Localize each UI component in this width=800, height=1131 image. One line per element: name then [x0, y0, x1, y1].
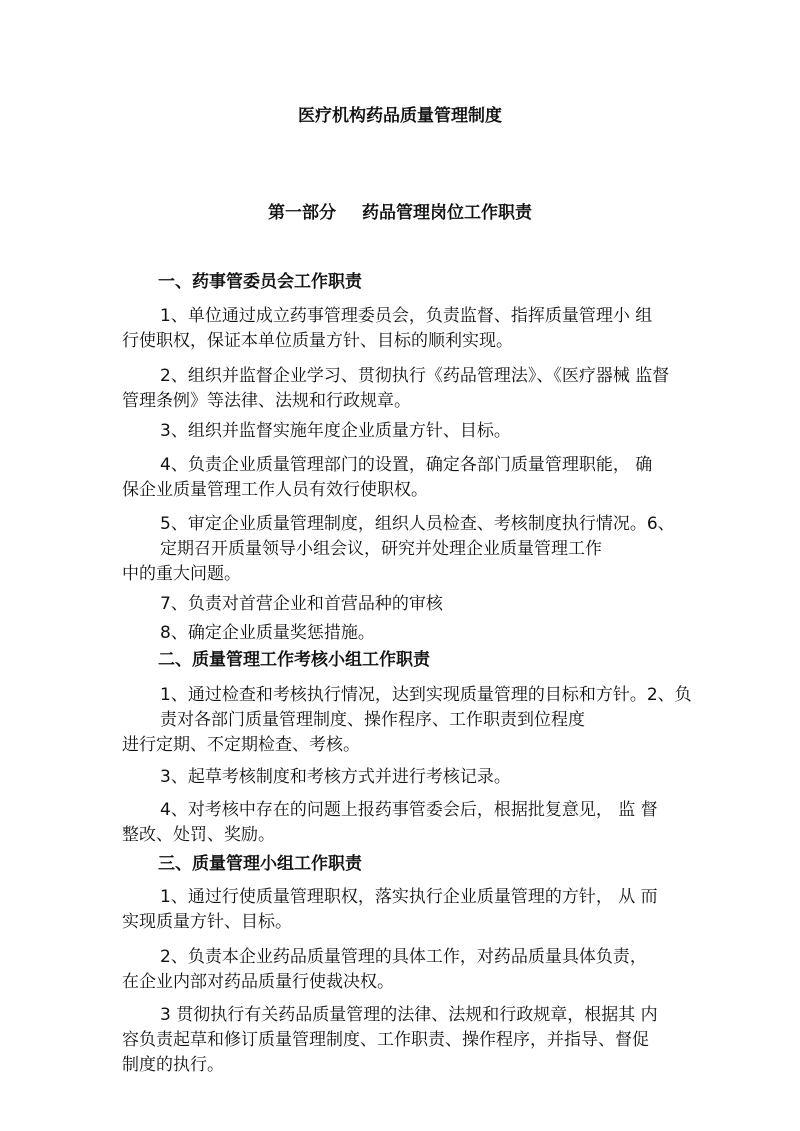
- section-heading-1: 一、药事管委员会工作职责: [158, 272, 362, 292]
- paragraph-line: 8、确定企业质量奖惩措施。: [160, 623, 375, 643]
- paragraph-line: 5、审定企业质量管理制度，组织人员检查、考核制度执行情况。6、: [160, 514, 675, 534]
- paragraph: [122, 945, 682, 995]
- paragraph: [122, 798, 682, 848]
- section-heading-2: 二、质量管理工作考核小组工作职责: [158, 650, 430, 670]
- paragraph-line: 2、组织并监督企业学习、贯彻执行《药品管理法》、《医疗器械 监督: [160, 366, 670, 386]
- paragraph-line: 7、负责对首营企业和首营品种的审核: [160, 594, 443, 614]
- paragraph-line: 定期召开质量领导小组会议，研究并处理企业质量管理工作: [160, 539, 602, 559]
- paragraph-line: 3、起草考核制度和考核方式并进行考核记录。: [160, 767, 511, 787]
- paragraph: [122, 419, 682, 444]
- paragraph: [122, 885, 682, 935]
- paragraph-line: 3、组织并监督实施年度企业质量方针、目标。: [160, 421, 511, 441]
- paragraph: [122, 453, 682, 503]
- paragraph-line: 1、通过行使质量管理职权，落实执行企业质量管理的方针， 从 而: [160, 887, 658, 907]
- paragraph-line: 行使职权，保证本单位质量方针、目标的顺利实现。: [122, 331, 513, 351]
- paragraph-line: 在企业内部对药品质量行使裁决权。: [122, 972, 394, 992]
- paragraph-line: 实现质量方针、目标。: [122, 912, 292, 932]
- paragraph: [122, 304, 682, 354]
- paragraph-line: 制度的执行。: [122, 1055, 224, 1075]
- paragraph-line: 3 贯彻执行有关药品质量管理的法律、法规和行政规章，根据其 内: [160, 1005, 658, 1025]
- paragraph-line: 1、通过检查和考核执行情况，达到实现质量管理的目标和方针。2、负: [160, 685, 692, 705]
- document-title: 医疗机构药品质量管理制度: [298, 106, 502, 126]
- paragraph-line: 中的重大问题。: [122, 564, 241, 584]
- paragraph-line: 2、负责本企业药品质量管理的具体工作，对药品质量具体负责，: [160, 947, 647, 967]
- paragraph-line: 4、负责企业质量管理部门的设置，确定各部门质量管理职能， 确: [160, 455, 653, 475]
- paragraph: [122, 512, 682, 587]
- paragraph: [122, 364, 682, 414]
- paragraph-line: 进行定期、不定期检查、考核。: [122, 735, 360, 755]
- paragraph: [122, 683, 692, 758]
- part-heading: [0, 201, 800, 225]
- section-heading-3: 三、质量管理小组工作职责: [158, 854, 362, 874]
- paragraph-line: 保企业质量管理工作人员有效行使职权。: [122, 480, 428, 500]
- paragraph-line: 责对各部门质量管理制度、操作程序、工作职责到位程度: [160, 710, 585, 730]
- part-title: 药品管理岗位工作职责: [362, 203, 532, 223]
- paragraph-line: 1、单位通过成立药事管理委员会，负责监督、指挥质量管理小 组: [160, 306, 653, 326]
- paragraph: [122, 621, 682, 646]
- part-label: 第一部分: [268, 203, 336, 223]
- paragraph: [122, 765, 682, 790]
- paragraph-line: 容负责起草和修订质量管理制度、工作职责、操作程序，并指导、督促: [122, 1030, 649, 1050]
- paragraph: [122, 1003, 682, 1078]
- paragraph-line: 整改、处罚、奖励。: [122, 825, 275, 845]
- paragraph: [122, 592, 682, 617]
- paragraph-line: 4、对考核中存在的问题上报药事管委会后，根据批复意见， 监 督: [160, 800, 658, 820]
- paragraph-line: 管理条例》等法律、法规和行政规章。: [122, 391, 411, 411]
